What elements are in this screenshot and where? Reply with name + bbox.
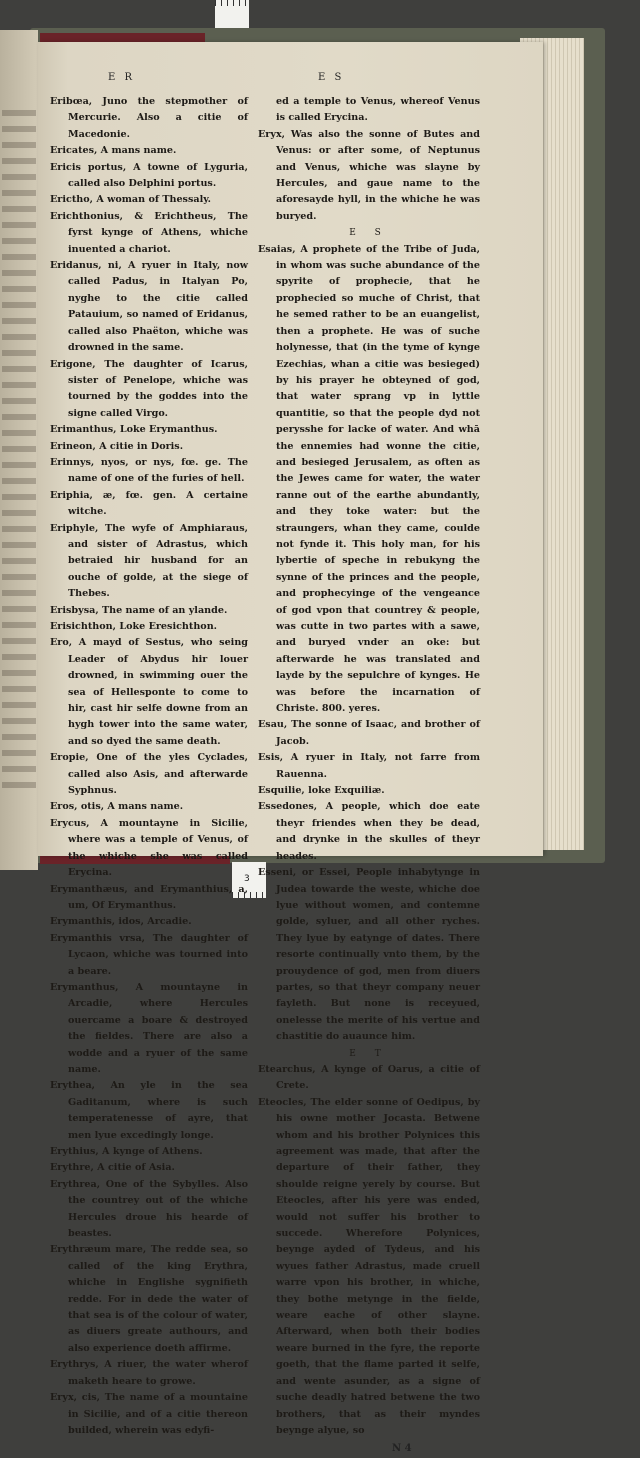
dictionary-entry: Esaias, A prophete of the Tribe of Juda, in whom was suche abundance of the spyrite of prophecie, that he prophecied so muche of Christ, that he semed rather to be an euangelist, then a prophete. He was of suche holynesse, that (in the tyme of kynge Ezechias, whan a citie was besieged) by his prayer he obteyned of god, that water sprang vp in lyttle quantitie, so that the people dyd not perysshe for lacke of water. And whā the ennemies had wonne the citie, and besieged Jerusalem, as often as the Jewes came for water, the water ranne out of the earthe abundantly, and they toke water: but the straungers, whan they came, coulde not fynde it. This holy man, for his lybertie of speche in rebukyng the synne of the princes and the people, and prophecyinge of the vengeance of god vpon that countrey & people, was cutte in two partes with a sawe, and buryed vnder an oke: but afterwarde he was translated and layde by the sepulchre of kynges. He was before the incarnation of Christe. 800. yeres. [258, 243, 480, 715]
dictionary-entry: Eros, otis, A mans name. [50, 801, 184, 813]
ruler-number: 3 [244, 874, 250, 884]
dictionary-entry: Erythre, A citie of Asia. [50, 1162, 175, 1174]
dictionary-entry: Eriphyle, The wyfe of Amphiaraus, and sister of Adrastus, which betraied hir husband for an ouche of golde, at the siege of Thebes. [50, 522, 248, 600]
dictionary-entry: Eriphia, æ, fœ. gen. A certaine witche. [50, 489, 248, 518]
facing-page-fragment [0, 30, 38, 870]
dictionary-entry: Erictho, A woman of Thessaly. [50, 194, 212, 206]
dictionary-entry: Erinnys, nyos, or nys, fœ. ge. The name of one of the furies of hell. [50, 456, 248, 485]
facing-page-text [2, 110, 36, 790]
dictionary-entry: Esau, The sonne of Isaac, and brother of Jacob. [258, 719, 480, 747]
dictionary-entry: Eridanus, ni, A ryuer in Italy, now called Padus, in Italyan Po, nyghe to the citie called Patauium, so named of Eridanus, called also Phaëton, whiche was drowned in the same. [50, 260, 248, 354]
dictionary-entry: Erineon, A citie in Doris. [50, 440, 184, 452]
dictionary-entry: Erythrys, A riuer, the water wherof maketh heare to growe. [50, 1359, 248, 1387]
scale-ruler-top [215, 0, 249, 28]
dictionary-entry: Eteocles, The elder sonne of Oedipus, by his owne mother Jocasta. Betwene whom and his brother Polynices this agreement was made, that after the departure of their father, they shoulde reigne yerely by course. But Eteocles, after his yere was ended, would not suffer his brother to succede. Wherefore Polynices, beynge ayded of Tydeus, and his wyues father Adrastus, made cruell warre vpon his brother, in whiche, they bothe metynge in the fielde, weare eache of other slayne. Afterward, when both their bodies weare burned in the fyre, the reporte goeth, that the flame parted it selfe, and wente asunder, as a signe of suche deadly hatred betwene the two brothers, that as their myndes beynge alyue, so [258, 1096, 480, 1436]
signature-mark: N 4 [392, 1443, 412, 1455]
dictionary-entry: Eryx, cis, The name of a mountaine in Sicilie, and of a citie thereon builded, wherein was edyfi- [50, 1392, 248, 1436]
dictionary-entry: Erymanthis vrsa, The daughter of Lycaon, whiche was tourned into a beare. [50, 932, 248, 977]
dictionary-entry: Erimanthus, Loke Erymanthus. [50, 424, 218, 436]
dictionary-entry: Erymanthis, idos, Arcadie. [50, 916, 192, 928]
dictionary-entry: ed a temple to Venus, whereof Venus is called Erycina. [276, 96, 480, 124]
running-head-right: E S [318, 72, 345, 83]
section-heading-es: E S [349, 228, 389, 239]
dictionary-entry: Erisbysa, The name of an ylande. [50, 604, 228, 616]
section-heading-et: E T [349, 1048, 389, 1059]
dictionary-entry: Ero, A mayd of Sestus, who seing Leader of Abydus hir louer drowned, in swimming ouer the sea of Hellesponte to come to hir, cast hir selfe downe from an hygh tower into the same water, and so dyed the same death. [50, 637, 248, 747]
dictionary-entry: Eropie, One of the yles Cyclades, called also Asis, and afterwarde Syphnus. [50, 752, 248, 797]
dictionary-entry: Ericates, A mans name. [50, 145, 177, 157]
dictionary-entry: Essedones, A people, which doe eate theyr friendes when they be dead, and drynke in the skulles of theyr heades. [258, 801, 480, 862]
dictionary-entry: Erymanthus, A mountayne in Arcadie, where Hercules ouercame a boare & destroyed the fieldes. There are also a wodde and a ryuer of the same name. [50, 981, 248, 1075]
dictionary-entry: Erythræum mare, The redde sea, so called of the king Erythra, whiche in Englishe sygnifieth redde. For in dede the water of that sea is of the colour of water, as diuers greate authours, and also experience doeth affirme. [50, 1244, 248, 1354]
dictionary-entry: Erisichthon, Loke Eresichthon. [50, 621, 218, 632]
left-column [50, 94, 248, 1439]
dictionary-entry: Erichthonius, & Erichtheus, The fyrst kynge of Athens, whiche inuented a chariot. [50, 210, 248, 255]
dictionary-entry: Erycus, A mountayne in Sicilie, where was a temple of Venus, of the whiche she was called Erycina. [50, 817, 248, 879]
dictionary-entry: Erigone, The daughter of Icarus, sister of Penelope, whiche was tourned by the goddes into the signe called Virgo. [50, 358, 248, 419]
dictionary-entry: Esquilie, loke Exquiliæ. [258, 785, 385, 797]
dictionary-entry: Erymanthæus, and Erymanthius, a, um, Of Erymanthus. [50, 883, 248, 911]
dictionary-entry: Eribœa, Juno the stepmother of Mercurie. Also a citie of Macedonie. [50, 96, 248, 140]
dictionary-entry: Esseni, or Essei, People inhabytynge in Judea towarde the weste, whiche doe lyue without women, and contemne golde, syluer, and all other ryches. They lyue by eatynge of dates. There resorte continually vnto them, by the prouydence of god, men from diuers partes, so that theyr company neuer fayleth. But none is receyued, onelesse the merite of his vertue and chastitie do auaunce him. [258, 867, 480, 1043]
dictionary-entry: Erythrea, One of the Sybylles. Also the countrey out of the whiche Hercules droue his hearde of beastes. [50, 1178, 248, 1240]
dictionary-entry: Eryx, Was also the sonne of Butes and Venus: or after some, of Neptunus and Venus, whiche was slayne by Hercules, and gaue name to the aforesayde hyll, in the whiche he was buryed. [258, 128, 480, 222]
dictionary-entry: Esis, A ryuer in Italy, not farre from Rauenna. [258, 752, 480, 780]
dictionary-entry: Ericis portus, A towne of Lyguria, called also Delphini portus. [50, 161, 248, 190]
running-head-left: E R [108, 72, 136, 83]
dictionary-entry: Etearchus, A kynge of Oarus, a citie of Crete. [258, 1063, 480, 1092]
dictionary-entry: Erythius, A kynge of Athens. [50, 1146, 203, 1157]
right-column [258, 94, 480, 1458]
dictionary-entry: Erythea, An yle in the sea Gaditanum, where is such temperatenesse of ayre, that men lyue excedingly longe. [50, 1080, 248, 1141]
